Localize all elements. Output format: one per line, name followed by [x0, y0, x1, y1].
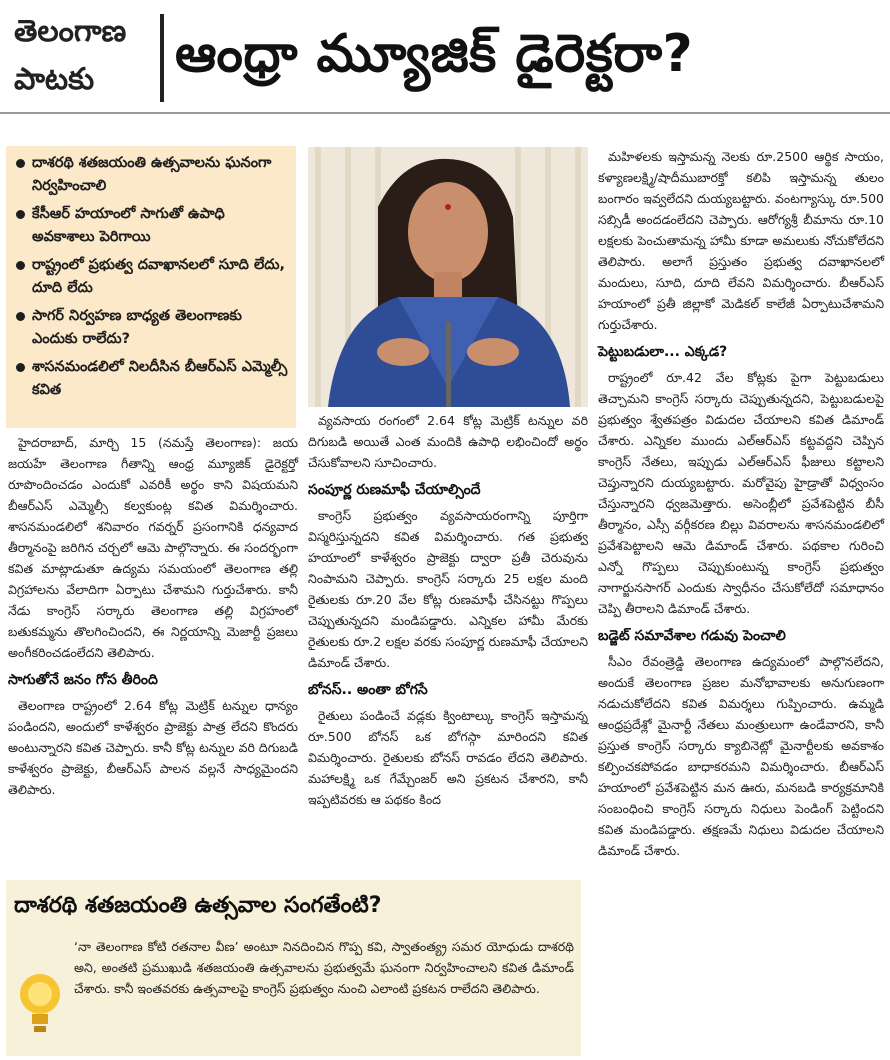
headline: ఆంధ్రా మ్యూజిక్ డైరెక్టరా?	[175, 24, 694, 84]
article-column-1	[8, 432, 298, 804]
headline-rule	[0, 112, 890, 114]
column2-paragraph-3: రైతులు పండించే వడ్లకు క్వింటాల్కు కాంగ్రెస్ ఇస్తామన్న రూ.500 బోనస్ ఒక బోగస్గా మారిందని కవిత విమర్శించారు. రైతులకు బోనస్ రావడం లేదని తెలిపారు. మహాలక్ష్మి ఒక గేమ్చేంజర్ అని ప్రకటన చేశారని, కానీ ఇప్పటివరకు ఆ పథకం కింద	[308, 708, 588, 807]
kicker-line-1: తెలంగాణ	[14, 14, 127, 49]
highlight-text: సాగర్ నిర్వహణ బాధ్యత తెలంగాణకు ఎందుకు రాలేదు?	[32, 308, 242, 347]
photo-illustration	[308, 147, 588, 407]
bullet-icon	[16, 312, 25, 321]
article-column-2	[308, 410, 588, 814]
column1-subhead: సాగుతోనే జనం గోస తీరింది	[8, 672, 158, 688]
highlight-item	[14, 203, 288, 249]
column3-subhead-2: బడ్జెట్ సమావేశాల గడువు పెంచాలి	[598, 628, 786, 644]
speaker-photo	[308, 147, 588, 407]
highlight-item	[14, 254, 288, 300]
column3-paragraph-3: సీఎం రేవంత్రెడ్డి తెలంగాణ ఉద్యమంలో పాల్గొనలేదని, అందుకే తెలంగాణ ప్రజల మనోభావాలకు అనుగుణంగా నడుచుకోలేదని కవిత విమర్శలు గుప్పించారు. ఉమ్మడి ఆంధ్రప్రదేశ్లో మైనార్టీ నేతలు మంత్రులుగా ఉండేవారని, కానీ ప్రస్తుత కాంగ్రెస్ సర్కారు క్యాబినెట్లో మైనార్టీలకు అవకాశం కల్పించకపోవడం బాధాకరమని విమర్శించారు. బీఆర్ఎస్ హయాంలో ప్రవేశపెట్టిన మన ఊరు, మనబడి కార్యక్రమానికి సంబంధించి కాంగ్రెస్ సర్కారు నిధులు పెండింగ్ పెట్టిందని కవిత మండిపడ్డారు. తక్షణమే నిధులు విడుదల చేయాలని డిమాండ్ చేశారు.	[598, 654, 884, 858]
sidebar-box-title: దాశరథి శతజయంతి ఉత్సవాల సంగతేంటి?	[14, 893, 382, 918]
highlight-text: దాశరథి శతజయంతి ఉత్సవాలను ఘనంగా నిర్వహించాలి	[32, 155, 272, 194]
lamp-icon	[16, 970, 64, 1036]
column3-subhead: పెట్టుబడులా... ఎక్కడ?	[598, 344, 728, 360]
highlights-list	[14, 152, 288, 402]
column1-paragraph-2: తెలంగాణ రాష్ట్రంలో 2.64 కోట్ల మెట్రిక్ టన్నుల ధాన్యం పండిందని, అందులో కాళేశ్వరం ప్రాజెక్టు పాత్ర లేదని కొందరు అంటున్నారని కవిత చెప్పారు. కానీ కోట్ల టన్నుల వరి దిగుబడి కాళేశ్వరం ప్రాజెక్టు, బీఆర్ఎస్ పాలన వల్లనే సాధ్యమైందని తెలిపారు.	[8, 698, 298, 797]
highlight-text: కేసీఆర్ హయాంలో సాగుతో ఉపాధి అవకాశాలు పెరిగాయి	[32, 206, 225, 245]
kicker	[0, 0, 160, 112]
column2-subhead: సంపూర్ణ రుణమాఫీ చేయాల్సిందే	[308, 482, 481, 498]
highlight-item	[14, 152, 288, 198]
kicker-line-2: పాటకు	[14, 62, 95, 97]
column3-paragraph-2: రాష్ట్రంలో రూ.42 వేల కోట్లకు పైగా పెట్టుబడులు తెచ్చామని కాంగ్రెస్ సర్కారు చెప్పుతున్నదని, పెట్టుబడులపై ప్రభుత్వం శ్వేతపత్రం విడుదల చేయాలని కవిత డిమాండ్ చేశారు. ఎన్నికల ముందు ఎల్ఆర్ఎస్ కట్టవద్దని చెప్పిన కాంగ్రెస్ నేతలు, ఇప్పుడు ఎల్ఆర్ఎస్ ఫీజులు కట్టాలని చెప్తున్నారని దుయ్యబట్టారు. మరోవైపు హైడ్రాతో విధ్వంసం చేస్తున్నారని ధ్వజమెత్తారు. అసెంబ్లీలో ప్రవేశపెట్టిన బీసీ తీర్మానం, ఎస్సీ వర్గీకరణ బిల్లు వివరాలను శాసనమండలిలో ప్రవేశపెట్టాలని ఆమె డిమాండ్ చేశారు. పథకాల గురించి ఎన్నో గొప్పలు చెప్పుకుంటున్న కాంగ్రెస్ ప్రభుత్వం నాగార్జునసాగర్ ఎందుకు స్వాధీనం చేసుకోలేదో సమాధానం చెప్పి తీరాలని డిమాండ్ చేశారు.	[598, 370, 884, 616]
highlight-text: శాసనమండలిలో నిలదీసిన బీఆర్ఎస్ ఎమ్మెల్సీ కవిత	[32, 359, 288, 398]
article-column-3	[598, 146, 884, 865]
column2-paragraph-2: కాంగ్రెస్ ప్రభుత్వం వ్యవసాయరంగాన్ని పూర్తిగా విస్మరిస్తున్నదని కవిత విమర్శించారు. గత ప్రభుత్వ హయాంలో కాళేశ్వరం ప్రాజెక్టు ద్వారా ప్రతీ చెరువును నింపామని చెప్పారు. కాంగ్రెస్ సర్కారు 25 లక్షల మంది రైతులకు రూ.20 వేల కోట్ల రుణమాఫీ చేసినట్టు గొప్పలు చెప్పుతున్నదని మండిపడ్డారు. ఎన్నికల హామీ మేరకు రైతులకు రూ.2 లక్షల వరకు సంపూర్ణ రుణమాఫీ చేయాలని డిమాండ్ చేశారు.	[308, 508, 588, 670]
column2-paragraph: వ్యవసాయ రంగంలో 2.64 కోట్ల మెట్రిక్ టన్నుల వరి దిగుబడి అయితే ఎంత మందికి ఉపాధి లభించిందో అర్థం చేసుకోవాలని సూచించారు.	[308, 413, 588, 470]
bullet-icon	[16, 210, 25, 219]
bullet-icon	[16, 363, 25, 372]
bullet-icon	[16, 159, 25, 168]
column3-paragraph: మహిళలకు ఇస్తామన్న నెలకు రూ.2500 ఆర్థిక సాయం, కళ్యాణలక్ష్మి/షాదీముబారక్తో కలిపి ఇస్తామన్న తులం బంగారం ఇవ్వలేదని దుయ్యబట్టారు. వంటగ్యాస్కు రూ.500 సబ్సిడీ అందడంలేదని చెప్పారు. ఆరోగ్యశ్రీ బీమాను రూ.10 లక్షలకు పెంచుతామన్న హామీ కూడా అమలుకు నోచుకోలేదని తెలిపారు. అలాగే ప్రస్తుతం ప్రభుత్వ దవాఖానలలో మందులు, సూది, దూది లేవని విమర్శించారు. బీఆర్ఎస్ హయాంలో ప్రతీ జిల్లాకో మెడికల్ కాలేజీ ఏర్పాటుచేశామని గుర్తుచేశారు.	[598, 149, 884, 332]
column2-subhead-2: బోనస్.. అంతా బోగసే	[308, 682, 428, 698]
bullet-icon	[16, 261, 25, 270]
sidebar-box-text: ‘నా తెలంగాణ కోటి రతనాల వీణ’ అంటూ నినదించిన గొప్ప కవి, స్వాతంత్య్ర సమర యోధుడు దాశరథి అని, అంతటి ప్రముఖుడి శతజయంతి ఉత్సవాలను ప్రభుత్వమే ఘనంగా నిర్వహించాలని కవిత డిమాండ్ చేశారు. కానీ ఇంతవరకు ఉత్సవాలపై కాంగ్రెస్ ప్రభుత్వం నుంచి ఎలాంటి ప్రకటన రాలేదని తెలిపారు.	[74, 939, 574, 996]
highlight-item	[14, 305, 288, 351]
highlight-item	[14, 356, 288, 402]
highlight-text: రాష్ట్రంలో ప్రభుత్వ దవాఖానలలో సూది లేదు, దూది లేదు	[32, 257, 285, 296]
kicker-divider	[160, 14, 164, 102]
column1-paragraph: హైదరాబాద్, మార్చి 15 (నమస్తే తెలంగాణ): జయ జయహే తెలంగాణ గీతాన్ని ఆంధ్ర మ్యూజిక్ డైరెక్టర్తో రూపొందించడం ఎందుకో ఎవరికీ అర్థం కాని విషయమని బీఆర్ఎస్ ఎమ్మెల్సీ కల్వకుంట్ల కవిత విమర్శించారు. శాసనమండలిలో శనివారం గవర్నర్ ప్రసంగానికి ధన్యవాద తీర్మానంపై జరిగిన చర్చలో ఆమె పాల్గొన్నారు. ఈ సందర్భంగా కవిత మాట్లాడుతూ ఉద్యమ సమయంలో తెలంగాణ తల్లి విగ్రహాలను వేలాదిగా ఏర్పాటు చేశామని గుర్తుచేశారు. కానీ నేడు కాంగ్రెస్ సర్కారు తెలంగాణ తల్లి విగ్రహంలో బతుకమ్మను తొలగించిందని, ఈ నిర్ణయాన్ని మెజార్టీ ప్రజలు అంగీకరించడంలేదని తెలిపారు.	[8, 435, 298, 660]
highlights-box	[6, 146, 296, 428]
